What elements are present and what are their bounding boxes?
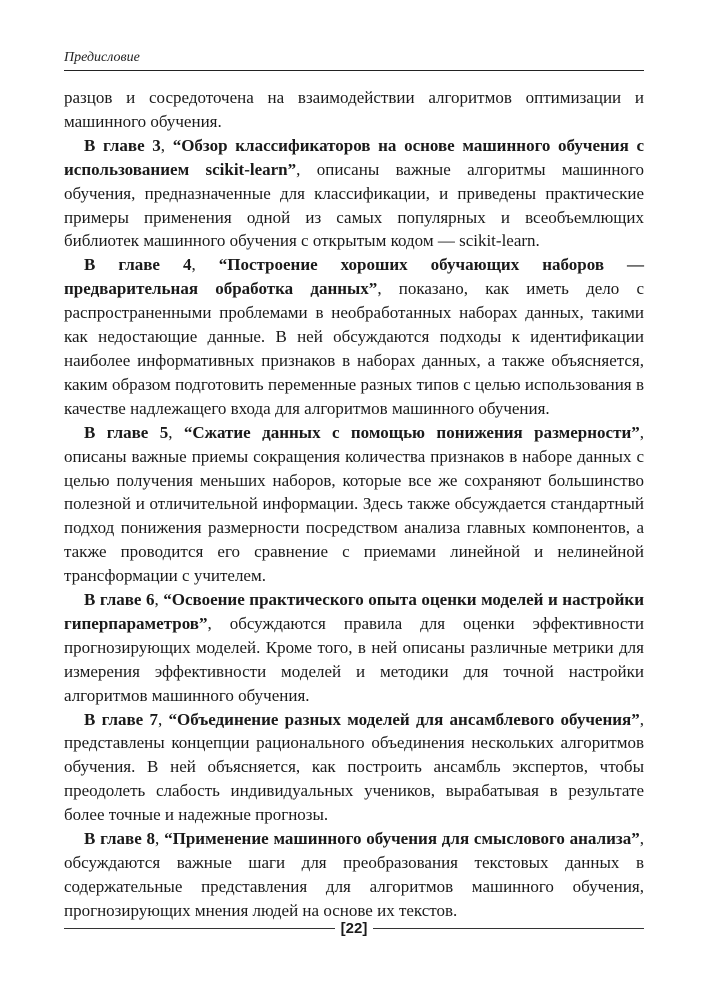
paragraph-text: , описаны важные приемы сокращения количества признаков в наборе данных с целью получения меньших наборов, которые все же сохраняют большинство полезной и отличительной информации. Здесь также обсуждается стандартный подход понижения размерности посредством анализа главных компонентов, а также проводится его сравнение с приемами линейной и нелинейной трансформации с учителем. [64,422,645,586]
chapter-title: “Применение машинного обучения для смыслового анализа” [164,829,640,849]
chapter-separator: , [155,829,165,849]
paragraph-chapter-6 [64,588,644,708]
chapter-lead: В главе [84,709,150,729]
chapter-title: “Сжатие данных с помощью понижения размерности” [183,422,640,442]
chapter-separator: , [168,422,184,442]
chapter-title: “Объединение разных моделей для ансамблевого обучения” [168,709,640,729]
running-header [64,48,644,71]
paragraph-text: , описаны важные алгоритмы машинного обучения, предназначенные для классификации, и приведены практические примеры применения одной из самых популярных и всеобъемлющих библиотек машинного обучения с открытым кодом — scikit-learn. [64,159,644,251]
chapter-lead: В главе [84,135,153,155]
paragraph-chapter-5 [64,421,644,588]
chapter-title: “Обзор классификаторов на основе машинного обучения с использованием scikit-learn” [64,135,644,179]
paragraph-chapter-8 [64,827,644,923]
chapter-number: 8 [146,829,156,849]
paragraph-continuation [64,86,644,134]
paragraph-chapter-3 [64,134,644,254]
paragraph-text: , представлены концепции рационального объединения нескольких алгоритмов обучения. В ней объясняется, как построить ансамбль экспертов, чтобы преодолеть слабость индивидуальных учеников, вырабатывая в результате более точные и надежные прогнозы. [64,709,644,825]
footer-rule-left [64,928,335,929]
chapter-separator: , [158,709,169,729]
footer-rule-right [373,928,644,929]
page-number: [22] [340,919,368,937]
chapter-number: 7 [149,709,158,729]
chapter-number: 4 [182,255,192,275]
paragraph-text: , показано, как иметь дело с распространенными проблемами в необработанных наборах данных, такими как недостающие данные. В ней обсуждаются подходы к идентификации наиболее информативных признаков в наборах данных, а также объясняется, каким образом подготовить переменные разных типов с целью использования в качестве надлежащего входа для алгоритмов машинного обучения. [64,279,645,418]
chapter-lead: В главе [84,829,147,849]
chapter-separator: , [191,255,219,275]
page-footer [64,916,644,940]
chapter-separator: , [160,135,173,155]
running-header-title: Предисловие [64,50,140,65]
paragraph-chapter-4 [64,253,644,420]
chapter-number: 6 [145,590,155,610]
chapter-number: 5 [159,422,169,442]
chapter-lead: В главе [84,422,160,442]
chapter-lead: В главе [84,255,183,275]
paragraph-text: разцов и сосредоточена на взаимодействии алгоритмов оптимизации и машинного обучения. [64,88,644,131]
paragraph-chapter-7 [64,708,644,828]
chapter-title: “Освоение практического опыта оценки моделей и настройки гиперпараметров” [64,590,645,633]
paragraph-text: , обсуждаются правила для оценки эффективности прогнозирующих моделей. Кроме того, в ней описаны различные метрики для измерения эффективности моделей и методики для точной настройки алгоритмов машинного обучения. [64,613,644,705]
chapter-separator: , [154,590,164,610]
paragraph-text: , обсуждаются важные шаги для преобразования текстовых данных в содержательные представления для алгоритмов машинного обучения, прогнозирующих мнения людей на основе их текстов. [64,829,644,920]
chapter-lead: В главе [84,590,146,610]
chapter-number: 3 [152,135,161,155]
page-body [64,86,644,923]
chapter-title: “Построение хороших обучающих наборов — предварительная обработка данных” [64,255,644,299]
